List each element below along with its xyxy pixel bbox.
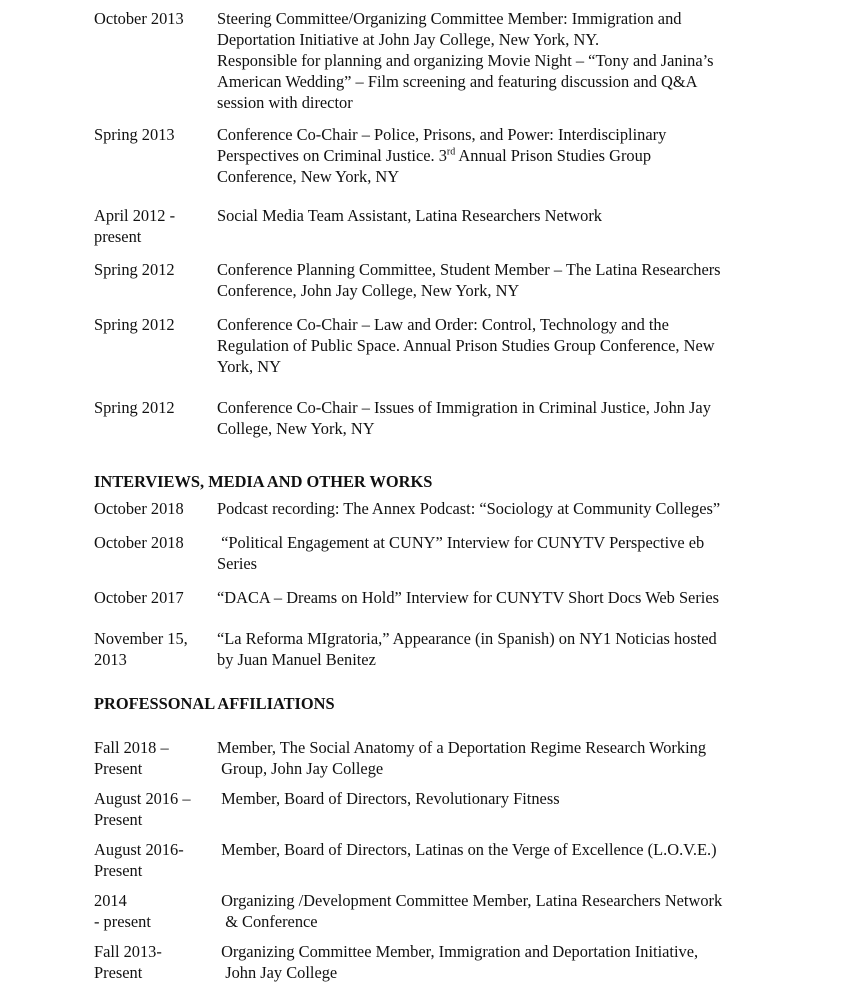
entry-date (94, 737, 212, 779)
desc-line: College, New York, NY (217, 419, 375, 438)
desc-line: American Wedding” – Film screening and featuring discussion and Q&A (217, 72, 698, 91)
desc-text: Perspectives on Criminal Justice. 3 (217, 146, 447, 165)
entry-description (217, 890, 792, 932)
entry-date (94, 124, 212, 145)
desc-line: Conference Co-Chair – Law and Order: Control, Technology and the (217, 315, 669, 334)
entry-date (94, 259, 212, 280)
entry-description (217, 8, 792, 113)
desc-line (217, 145, 792, 166)
entry-description (217, 839, 792, 860)
entry-description (217, 124, 792, 187)
entry-description (217, 737, 792, 779)
desc-line: Conference Co-Chair – Police, Prisons, and Power: Interdisciplinary (217, 125, 667, 144)
entry-date (94, 941, 212, 983)
entry-date (94, 498, 212, 519)
desc-line: John Jay College (217, 963, 338, 982)
desc-line: Conference, John Jay College, New York, NY (217, 281, 520, 300)
desc-line: session with director (217, 93, 353, 112)
date-line: Fall 2018 – (94, 738, 169, 757)
date-line: Spring 2012 (94, 260, 175, 279)
entry-description (217, 788, 792, 809)
entry-description (217, 532, 792, 574)
date-line: Present (94, 810, 143, 829)
entry-description (217, 205, 792, 226)
date-line: November 15, (94, 629, 188, 648)
date-line: Spring 2012 (94, 315, 175, 334)
section-heading-affiliations: PROFESSONAL AFFILIATIONS (94, 694, 335, 713)
entry-date (94, 890, 212, 932)
section-heading-interviews: INTERVIEWS, MEDIA AND OTHER WORKS (94, 472, 433, 491)
desc-line: Member, The Social Anatomy of a Deportation Regime Research Working (217, 738, 707, 757)
entry-date (94, 788, 212, 830)
desc-line: Podcast recording: The Annex Podcast: “Sociology at Community Colleges” (217, 499, 721, 518)
date-line: October 2017 (94, 588, 184, 607)
entry-date (94, 839, 212, 881)
entry-date (94, 587, 212, 608)
entry-description (217, 397, 792, 439)
entry-date (94, 532, 212, 553)
desc-line: Conference Planning Committee, Student Member – The Latina Researchers (217, 260, 721, 279)
desc-line: “DACA – Dreams on Hold” Interview for CUNYTV Short Docs Web Series (217, 588, 720, 607)
desc-line: Deportation Initiative at John Jay College, New York, NY. (217, 30, 600, 49)
desc-line: Social Media Team Assistant, Latina Researchers Network (217, 206, 602, 225)
date-line: Fall 2013- (94, 942, 162, 961)
desc-line: by Juan Manuel Benitez (217, 650, 376, 669)
date-line: - present (94, 912, 151, 931)
desc-line: Responsible for planning and organizing Movie Night – “Tony and Janina’s (217, 51, 714, 70)
date-line: present (94, 227, 142, 246)
entry-date (94, 8, 212, 29)
entry-date (94, 628, 212, 670)
ordinal-suffix: rd (446, 146, 456, 158)
desc-line: Conference, New York, NY (217, 167, 400, 186)
date-line: October 2018 (94, 533, 184, 552)
desc-line: Member, Board of Directors, Latinas on the Verge of Excellence (L.O.V.E.) (217, 840, 717, 859)
date-line: Present (94, 963, 143, 982)
date-line: August 2016 – (94, 789, 191, 808)
entry-description (217, 259, 792, 301)
date-line: April 2012 - (94, 206, 176, 225)
entry-description (217, 314, 792, 377)
entry-description (217, 941, 792, 983)
date-line: Present (94, 861, 143, 880)
desc-line: Series (217, 554, 258, 573)
entry-date (94, 314, 212, 335)
desc-line: “La Reforma MIgratoria,” Appearance (in Spanish) on NY1 Noticias hosted (217, 629, 717, 648)
desc-line: York, NY (217, 357, 281, 376)
date-line: 2013 (94, 650, 127, 669)
desc-line: Organizing /Development Committee Member, Latina Researchers Network (217, 891, 723, 910)
date-line: Present (94, 759, 143, 778)
entry-date (94, 397, 212, 418)
desc-line: Steering Committee/Organizing Committee Member: Immigration and (217, 9, 682, 28)
desc-line: Conference Co-Chair – Issues of Immigration in Criminal Justice, John Jay (217, 398, 711, 417)
desc-line: “Political Engagement at CUNY” Interview for CUNYTV Perspective eb (217, 533, 705, 552)
date-line: 2014 (94, 891, 127, 910)
date-line: August 2016- (94, 840, 184, 859)
entry-description (217, 498, 792, 519)
desc-text: Annual Prison Studies Group (455, 146, 652, 165)
entry-description (217, 587, 792, 608)
desc-line: Organizing Committee Member, Immigration and Deportation Initiative, (217, 942, 699, 961)
date-line: October 2018 (94, 499, 184, 518)
desc-line: Member, Board of Directors, Revolutionary Fitness (217, 789, 560, 808)
entry-description (217, 628, 792, 670)
entry-date (94, 205, 212, 247)
date-line: Spring 2013 (94, 125, 175, 144)
date-line: Spring 2012 (94, 398, 175, 417)
desc-line: Group, John Jay College (217, 759, 384, 778)
date-line: October 2013 (94, 9, 184, 28)
desc-line: & Conference (217, 912, 318, 931)
desc-line: Regulation of Public Space. Annual Prison Studies Group Conference, New (217, 336, 715, 355)
